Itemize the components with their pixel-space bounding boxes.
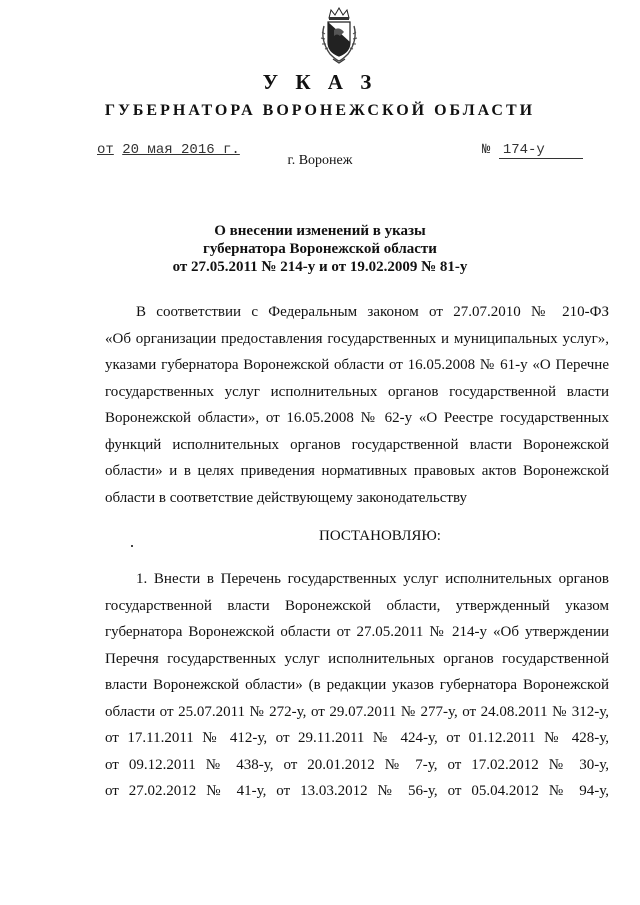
text-line: от 09.12.2011 № 438-у, от 20.01.2012 № 7-у, от 17.02.2012 № 30-у, xyxy=(105,756,609,773)
date-value: 20 мая 2016 г. xyxy=(122,142,240,158)
text-line: Воронежской области», от 16.05.2008 № 62-у «О Реестре государственных xyxy=(105,410,609,426)
number-value: 174-у xyxy=(499,142,583,159)
preamble-paragraph xyxy=(105,299,609,511)
text-line: области в соответствие действующему законодательству xyxy=(105,489,468,506)
city: г. Воронеж xyxy=(287,153,353,168)
text-line: функций исполнительных органов государственной власти Воронежской xyxy=(105,436,609,453)
text-line: государственной власти Воронежской области, утвержденный указом xyxy=(105,597,609,614)
text-line: от 17.11.2011 № 412-у, от 29.11.2011 № 424-у, от 01.12.2011 № 428-у, xyxy=(105,730,609,746)
document-type: У К А З xyxy=(262,70,378,94)
heading-line: О внесении изменений в указы xyxy=(214,223,426,239)
coat-of-arms-icon xyxy=(316,6,362,64)
text-line: указами губернатора Воронежской области от 16.05.2008 № 61-у «О Перечне xyxy=(105,357,609,373)
heading-line: от 27.05.2011 № 214-у и от 19.02.2009 № 81-у xyxy=(172,259,468,275)
text-line: области» и в целях приведения нормативных правовых актов Воронежской xyxy=(105,463,609,479)
issuer-title: ГУБЕРНАТОРА ВОРОНЕЖСКОЙ ОБЛАСТИ xyxy=(104,102,536,119)
scan-dot xyxy=(131,545,133,547)
text-line: от 27.02.2012 № 41-у, от 13.03.2012 № 56-у, от 05.04.2012 № 94-у, xyxy=(105,783,609,799)
text-line: губернатора Воронежской области от 27.05.2011 № 214-у «Об утверждении xyxy=(105,624,609,640)
text-line: «Об организации предоставления государственных и муниципальных услуг», xyxy=(105,330,609,347)
decree-word: ПОСТАНОВЛЯЮ: xyxy=(319,528,441,544)
document-heading xyxy=(0,222,640,276)
text-line: В соответствии с Федеральным законом от 27.07.2010 № 210-ФЗ xyxy=(136,304,609,320)
date-prefix: от xyxy=(97,142,114,158)
number-prefix: № xyxy=(482,142,491,158)
text-line: области от 25.07.2011 № 272-у, от 29.07.2011 № 277-у, от 24.08.2011 № 312-у, xyxy=(105,703,609,720)
text-line: государственных услуг исполнительных органов государственной власти xyxy=(105,383,609,400)
item-1-paragraph xyxy=(105,566,609,805)
text-line: власти Воронежской области» (в редакции указов губернатора Воронежской xyxy=(105,677,609,693)
text-line: 1. Внести в Перечень государственных услуг исполнительных органов xyxy=(136,571,609,587)
text-line: Перечня государственных услуг исполнительных органов государственной xyxy=(105,650,609,667)
heading-line: губернатора Воронежской области xyxy=(203,241,437,257)
